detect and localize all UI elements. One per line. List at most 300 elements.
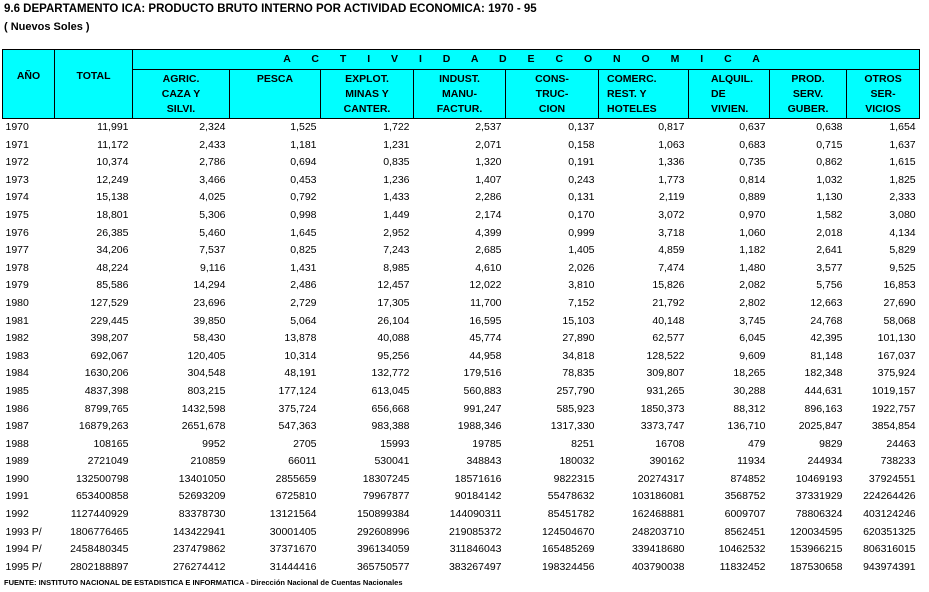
value-cell: 3,577	[816, 261, 843, 274]
value-cell: 120,405	[187, 349, 226, 362]
value-cell: 15993	[380, 437, 410, 450]
value-cell: 1,407	[475, 173, 502, 186]
total-cell: 18,801	[96, 208, 129, 221]
activity-column-header	[689, 70, 770, 119]
value-cell: 42,395	[810, 332, 843, 345]
value-cell: 1,615	[889, 156, 916, 169]
value-cell: 1,637	[889, 138, 916, 151]
value-cell: 1432,598	[181, 402, 226, 415]
value-cell: 0,970	[739, 208, 766, 221]
activity-header: A C T I V I D A D E C O N O M I C A	[133, 50, 920, 70]
value-cell: 162468881	[631, 508, 685, 521]
value-cell: 931,265	[646, 384, 685, 397]
value-cell: 0,137	[568, 121, 595, 133]
activity-column-header	[414, 70, 506, 119]
table-row	[3, 189, 920, 207]
value-cell: 0,243	[568, 173, 595, 186]
table-row	[3, 277, 920, 295]
value-cell: 7,152	[568, 296, 595, 309]
value-cell: 45,774	[469, 332, 502, 345]
value-cell: 309,807	[646, 367, 685, 380]
value-cell: 375,924	[877, 367, 916, 380]
value-cell: 187530658	[789, 560, 843, 573]
table-row	[3, 453, 920, 471]
value-cell: 0,683	[739, 138, 766, 151]
value-cell: 2,685	[475, 244, 502, 257]
total-cell: 4837,398	[84, 384, 129, 397]
total-cell: 229,445	[90, 314, 129, 327]
value-cell: 1,182	[739, 244, 766, 257]
value-cell: 0,715	[816, 138, 843, 151]
value-cell: 0,817	[658, 121, 685, 133]
value-cell: 0,694	[290, 156, 317, 169]
value-cell: 2,802	[739, 296, 766, 309]
value-cell: 8251	[571, 437, 595, 450]
value-cell: 2,333	[889, 191, 916, 204]
year-cell: 1979	[5, 279, 29, 292]
value-cell: 2,026	[568, 261, 595, 274]
year-cell: 1987	[5, 420, 29, 433]
value-cell: 182,348	[804, 367, 843, 380]
value-cell: 2,324	[199, 121, 226, 133]
value-cell: 1,449	[383, 208, 410, 221]
source-note: FUENTE: INSTITUTO NACIONAL DE ESTADISTICA E INFORMATICA - Dirección Nacional de Cuentas Nacionales	[4, 578, 403, 587]
value-cell: 4,399	[475, 226, 502, 239]
value-cell: 2,952	[383, 226, 410, 239]
value-cell: 7,243	[383, 244, 410, 257]
value-cell: 983,388	[371, 420, 410, 433]
table-row	[3, 154, 920, 172]
value-cell: 132,772	[371, 367, 410, 380]
total-cell: 11,172	[97, 138, 129, 151]
value-cell: 1019,157	[871, 384, 916, 397]
value-cell: 5,829	[889, 244, 916, 257]
value-cell: 78,835	[562, 367, 595, 380]
total-cell: 11,991	[97, 121, 129, 133]
value-cell: 0,862	[816, 156, 843, 169]
value-cell: 479	[747, 437, 766, 450]
total-cell: 132500798	[75, 472, 129, 485]
value-cell: 276274412	[172, 560, 226, 573]
year-cell: 1975	[5, 208, 29, 221]
total-cell: 8799,765	[84, 402, 129, 415]
header-line: PESCA	[256, 72, 294, 85]
value-cell: 2,537	[475, 121, 502, 133]
header-line: TRUC-	[535, 87, 569, 100]
value-cell: 39,850	[193, 314, 226, 327]
value-cell: 1,722	[383, 121, 410, 133]
value-cell: 4,025	[199, 191, 226, 204]
header-line: MANU-	[442, 87, 477, 100]
table-row	[3, 260, 920, 278]
value-cell: 0,792	[290, 191, 317, 204]
value-cell: 5,064	[290, 314, 317, 327]
year-cell: 1982	[5, 332, 29, 345]
value-cell: 120034595	[789, 525, 843, 538]
value-cell: 9952	[202, 437, 226, 450]
gdp-table	[2, 49, 920, 576]
value-cell: 34,818	[562, 349, 595, 362]
value-cell: 304,548	[187, 367, 226, 380]
value-cell: 37331929	[795, 490, 843, 503]
year-cell: 1992	[5, 508, 29, 521]
activity-column-header	[770, 70, 847, 119]
value-cell: 21,792	[652, 296, 685, 309]
activity-column-header	[321, 70, 414, 119]
value-cell: 403124246	[863, 508, 916, 521]
value-cell: 1922,757	[871, 402, 916, 415]
value-cell: 90184142	[454, 490, 502, 503]
value-cell: 0,638	[816, 121, 843, 133]
table-row	[3, 242, 920, 260]
value-cell: 0,158	[568, 138, 595, 151]
value-cell: 143422941	[172, 525, 226, 538]
header-line: PROD.	[791, 72, 825, 85]
year-cell: 1973	[5, 173, 29, 186]
table-row	[3, 506, 920, 524]
year-cell: 1984	[5, 367, 29, 380]
table-row	[3, 295, 920, 313]
value-cell: 88,312	[733, 402, 766, 415]
value-cell: 58,430	[193, 332, 226, 345]
total-cell: 10,374	[96, 156, 129, 169]
value-cell: 3,466	[199, 173, 226, 186]
value-cell: 18307245	[362, 472, 410, 485]
value-cell: 9829	[819, 437, 843, 450]
value-cell: 2,082	[739, 279, 766, 292]
header-line: VIVIEN.	[711, 102, 749, 115]
value-cell: 79967877	[362, 490, 410, 503]
table-row	[3, 313, 920, 331]
header-line: SERV.	[792, 87, 824, 100]
value-cell: 1,032	[816, 173, 843, 186]
year-cell: 1988	[5, 437, 29, 450]
table-row	[3, 541, 920, 559]
table-row	[3, 365, 920, 383]
value-cell: 1,433	[383, 191, 410, 204]
total-cell: 692,067	[90, 349, 129, 362]
value-cell: 1988,346	[457, 420, 502, 433]
value-cell: 18,265	[733, 367, 766, 380]
total-cell: 653400858	[75, 490, 129, 503]
header-line: MINAS Y	[345, 87, 389, 100]
value-cell: 198324456	[541, 560, 595, 573]
value-cell: 0,131	[568, 191, 595, 204]
table-row	[3, 559, 920, 577]
value-cell: 12,663	[810, 296, 843, 309]
value-cell: 12,022	[469, 279, 502, 292]
total-cell: 26,385	[96, 226, 129, 239]
value-cell: 6009707	[724, 508, 766, 521]
value-cell: 2025,847	[798, 420, 843, 433]
total-cell: 12,249	[96, 173, 129, 186]
table-row	[3, 401, 920, 419]
value-cell: 40,148	[652, 314, 685, 327]
year-cell: 1971	[5, 138, 29, 151]
value-cell: 16708	[655, 437, 685, 450]
value-cell: 153966215	[789, 543, 843, 556]
value-cell: 2,433	[199, 138, 226, 151]
header-line: CION	[538, 102, 566, 115]
table-row	[3, 225, 920, 243]
year-cell: 1977	[5, 244, 29, 257]
year-cell: 1991	[5, 490, 29, 503]
total-cell: 2458480345	[70, 543, 129, 556]
total-header: TOTAL	[55, 50, 133, 119]
header-line: CAZA Y	[161, 87, 201, 100]
value-cell: 210859	[190, 455, 226, 468]
value-cell: 144090311	[449, 508, 502, 521]
value-cell: 0,825	[290, 244, 317, 257]
value-cell: 62,577	[652, 332, 685, 345]
year-cell: 1986	[5, 402, 29, 415]
value-cell: 26,104	[377, 314, 410, 327]
value-cell: 95,256	[377, 349, 410, 362]
value-cell: 66011	[288, 455, 317, 468]
total-cell: 2721049	[87, 455, 129, 468]
total-cell: 127,529	[90, 296, 129, 309]
value-cell: 150899384	[356, 508, 410, 521]
year-cell: 1980	[5, 296, 29, 309]
value-cell: 83378730	[178, 508, 226, 521]
value-cell: 3,810	[568, 279, 595, 292]
value-cell: 3568752	[724, 490, 766, 503]
value-cell: 2,786	[199, 156, 226, 169]
table-row	[3, 383, 920, 401]
header-line: COMERC.	[607, 72, 657, 85]
header-line: OTROS	[864, 72, 902, 85]
value-cell: 1,525	[290, 121, 317, 133]
activity-column-header	[133, 70, 230, 119]
year-cell: 1970	[5, 121, 29, 133]
value-cell: 9,609	[739, 349, 766, 362]
value-cell: 10469193	[795, 472, 843, 485]
table-row	[3, 471, 920, 489]
value-cell: 2,286	[475, 191, 502, 204]
table-row	[3, 137, 920, 155]
value-cell: 585,923	[556, 402, 595, 415]
value-cell: 3,080	[889, 208, 916, 221]
value-cell: 7,537	[199, 244, 226, 257]
value-cell: 2,486	[290, 279, 317, 292]
header-line: REST. Y	[607, 87, 647, 100]
value-cell: 27,690	[883, 296, 916, 309]
value-cell: 530041	[374, 455, 410, 468]
value-cell: 0,814	[739, 173, 766, 186]
value-cell: 311846043	[449, 543, 502, 556]
header-line: ALQUIL.	[711, 72, 753, 85]
value-cell: 16,853	[883, 279, 916, 292]
value-cell: 375,724	[278, 402, 317, 415]
value-cell: 6,045	[739, 332, 766, 345]
value-cell: 943974391	[863, 560, 916, 573]
value-cell: 0,735	[739, 156, 766, 169]
value-cell: 396134059	[356, 543, 410, 556]
value-cell: 180032	[559, 455, 595, 468]
value-cell: 560,883	[463, 384, 502, 397]
value-cell: 8562451	[724, 525, 766, 538]
total-cell: 1630,206	[84, 367, 129, 380]
value-cell: 6725810	[275, 490, 317, 503]
activity-column-header	[506, 70, 599, 119]
value-cell: 48,191	[284, 367, 317, 380]
total-cell: 398,207	[90, 332, 129, 345]
value-cell: 348843	[466, 455, 502, 468]
value-cell: 15,103	[562, 314, 595, 327]
value-cell: 547,363	[278, 420, 317, 433]
total-cell: 2802188897	[70, 560, 129, 573]
year-cell: 1989	[5, 455, 29, 468]
value-cell: 4,610	[475, 261, 502, 274]
value-cell: 2,018	[816, 226, 843, 239]
value-cell: 3854,854	[871, 420, 916, 433]
total-cell: 85,586	[96, 279, 129, 292]
value-cell: 177,124	[278, 384, 317, 397]
header-line: HOTELES	[607, 102, 657, 115]
value-cell: 30001405	[269, 525, 317, 538]
value-cell: 738233	[880, 455, 916, 468]
header-line: CANTER.	[343, 102, 391, 115]
value-cell: 0,998	[290, 208, 317, 221]
table-row	[3, 330, 920, 348]
value-cell: 0,835	[383, 156, 410, 169]
table-row	[3, 172, 920, 190]
table-row	[3, 436, 920, 454]
value-cell: 2651,678	[181, 420, 226, 433]
value-cell: 52693209	[178, 490, 226, 503]
header-line: INDUST.	[439, 72, 480, 85]
value-cell: 23,696	[193, 296, 226, 309]
header-line: FACTUR.	[436, 102, 483, 115]
value-cell: 124504670	[541, 525, 595, 538]
total-cell: 1127440929	[70, 508, 129, 521]
value-cell: 5,460	[199, 226, 226, 239]
value-cell: 5,306	[199, 208, 226, 221]
value-cell: 1317,330	[550, 420, 595, 433]
value-cell: 2,729	[290, 296, 317, 309]
table-row	[3, 524, 920, 542]
value-cell: 85451782	[547, 508, 595, 521]
total-cell: 16879,263	[78, 420, 129, 433]
value-cell: 13121564	[269, 508, 317, 521]
value-cell: 8,985	[383, 261, 410, 274]
total-cell: 34,206	[96, 244, 129, 257]
header-line: CONS-	[535, 72, 569, 85]
value-cell: 1,773	[658, 173, 685, 186]
value-cell: 31444416	[269, 560, 317, 573]
value-cell: 237479862	[172, 543, 226, 556]
value-cell: 1,320	[475, 156, 502, 169]
value-cell: 24463	[886, 437, 916, 450]
value-cell: 896,163	[804, 402, 843, 415]
value-cell: 1,654	[889, 121, 916, 133]
value-cell: 1,236	[383, 173, 410, 186]
activity-column-header	[230, 70, 321, 119]
value-cell: 656,668	[371, 402, 410, 415]
table-row	[3, 348, 920, 366]
value-cell: 11,700	[470, 296, 502, 309]
table-row	[3, 488, 920, 506]
value-cell: 1,181	[290, 138, 317, 151]
year-header: AÑO	[3, 50, 55, 119]
value-cell: 55478632	[547, 490, 595, 503]
value-cell: 1,060	[739, 226, 766, 239]
value-cell: 18571616	[454, 472, 502, 485]
value-cell: 0,191	[568, 156, 595, 169]
value-cell: 19785	[472, 437, 502, 450]
activity-column-header	[847, 70, 920, 119]
value-cell: 1,431	[290, 261, 317, 274]
value-cell: 40,088	[377, 332, 410, 345]
value-cell: 874852	[730, 472, 766, 485]
value-cell: 7,474	[658, 261, 685, 274]
year-cell: 1976	[5, 226, 29, 239]
table-row	[3, 119, 920, 137]
table-row	[3, 207, 920, 225]
value-cell: 0,453	[290, 173, 317, 186]
value-cell: 14,294	[193, 279, 226, 292]
value-cell: 101,130	[877, 332, 916, 345]
value-cell: 620351325	[863, 525, 916, 538]
value-cell: 15,826	[652, 279, 685, 292]
value-cell: 128,522	[646, 349, 685, 362]
value-cell: 4,134	[889, 226, 916, 239]
header-line: DE	[711, 87, 726, 100]
year-cell: 1993 P/	[5, 525, 42, 538]
value-cell: 24,768	[810, 314, 843, 327]
value-cell: 2855659	[275, 472, 317, 485]
value-cell: 224264426	[863, 490, 916, 503]
year-cell: 1995 P/	[5, 560, 42, 573]
year-cell: 1985	[5, 384, 29, 397]
value-cell: 806316015	[863, 543, 916, 556]
value-cell: 292608996	[356, 525, 410, 538]
value-cell: 37371670	[269, 543, 317, 556]
value-cell: 179,516	[463, 367, 502, 380]
value-cell: 81,148	[810, 349, 843, 362]
value-cell: 9,525	[889, 261, 916, 274]
value-cell: 136,710	[727, 420, 766, 433]
value-cell: 219085372	[448, 525, 502, 538]
value-cell: 257,790	[556, 384, 595, 397]
value-cell: 5,756	[816, 279, 843, 292]
header-line: SER-	[870, 87, 896, 100]
value-cell: 2,641	[816, 244, 843, 257]
value-cell: 1,336	[658, 156, 685, 169]
page-title: 9.6 DEPARTAMENTO ICA: PRODUCTO BRUTO INTERNO POR ACTIVIDAD ECONOMICA: 1970 - 95	[4, 3, 537, 15]
value-cell: 365750577	[356, 560, 410, 573]
value-cell: 1,480	[739, 261, 766, 274]
value-cell: 1,825	[889, 173, 916, 186]
value-cell: 17,305	[377, 296, 410, 309]
value-cell: 991,247	[463, 402, 502, 415]
value-cell: 0,999	[568, 226, 595, 239]
value-cell: 2,174	[475, 208, 502, 221]
value-cell: 167,037	[877, 349, 916, 362]
value-cell: 4,859	[658, 244, 685, 257]
year-cell: 1974	[5, 191, 29, 204]
value-cell: 383267497	[448, 560, 502, 573]
value-cell: 2705	[293, 437, 317, 450]
value-cell: 1,231	[383, 138, 410, 151]
total-cell: 48,224	[96, 261, 129, 274]
value-cell: 0,889	[739, 191, 766, 204]
value-cell: 0,170	[568, 208, 595, 221]
value-cell: 3,718	[658, 226, 685, 239]
value-cell: 58,068	[883, 314, 916, 327]
value-cell: 78806324	[795, 508, 843, 521]
value-cell: 27,890	[562, 332, 595, 345]
